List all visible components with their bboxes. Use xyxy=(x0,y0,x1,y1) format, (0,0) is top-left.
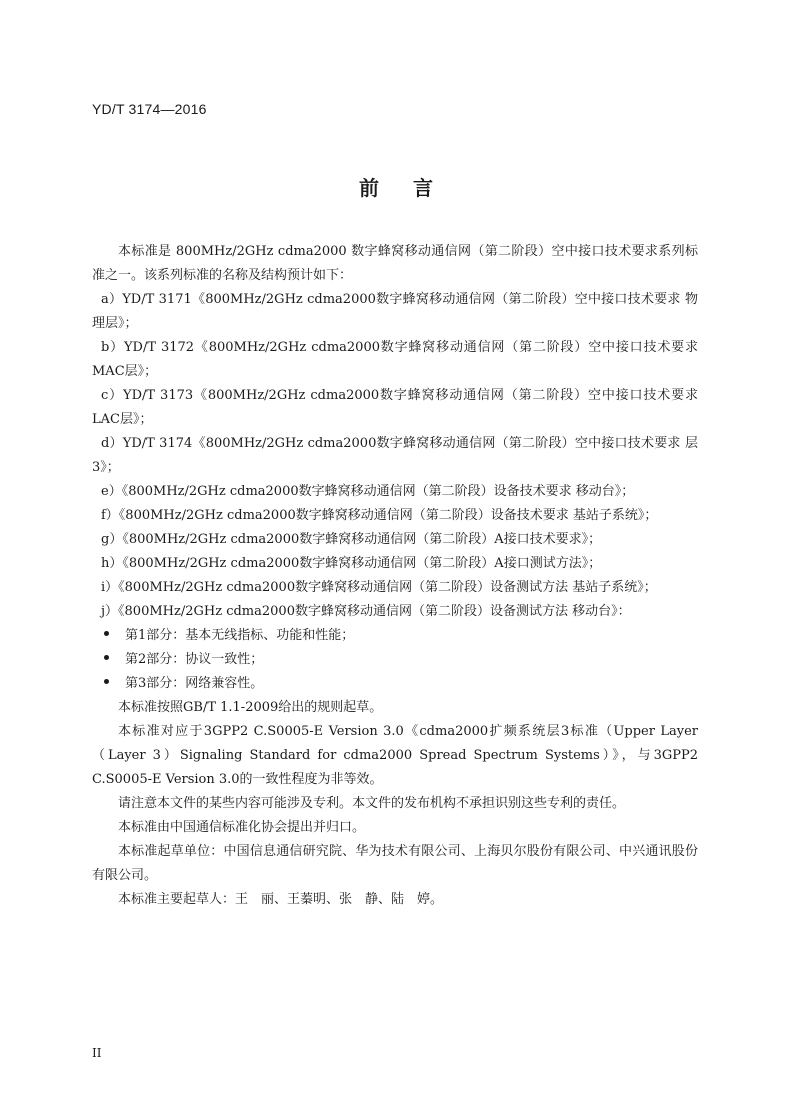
list-item-b: b）YD/T 3172《800MHz/2GHz cdma2000数字蜂窝移动通信网（第二阶段）空中接口技术要求 MAC层》； xyxy=(92,340,698,379)
list-item-d: d）YD/T 3174《800MHz/2GHz cdma2000数字蜂窝移动通信网（第二阶段）空中接口技术要求 层3》； xyxy=(92,436,698,475)
bullet-icon xyxy=(104,631,109,636)
bullet-text: 第3部分：网络兼容性。 xyxy=(125,676,264,691)
page-number: II xyxy=(92,1046,102,1060)
document-body xyxy=(92,240,698,912)
bullet-text: 第2部分：协议一致性； xyxy=(125,652,264,667)
bullet-icon xyxy=(104,655,109,660)
bullet-icon xyxy=(104,679,109,684)
bullet-item-3 xyxy=(92,672,698,696)
page-title xyxy=(0,172,792,201)
list-item-i: i）《800MHz/2GHz cdma2000数字蜂窝移动通信网（第二阶段）设备测试方法 基站子系统》； xyxy=(101,580,657,595)
bullet-item-1 xyxy=(92,624,698,648)
list-item-g: g）《800MHz/2GHz cdma2000数字蜂窝移动通信网（第二阶段）A接口技术要求》； xyxy=(101,532,602,547)
list-item-j: j）《800MHz/2GHz cdma2000数字蜂窝移动通信网（第二阶段）设备测试方法 移动台》： xyxy=(101,604,631,619)
title-char-1: 前 xyxy=(359,176,379,200)
bullet-text: 第1部分：基本无线指标、功能和性能； xyxy=(125,628,355,643)
intro-paragraph: 本标准是 800MHz/2GHz cdma2000 数字蜂窝移动通信网（第二阶段）空中接口技术要求系列标准之一。该系列标准的名称及结构预计如下： xyxy=(92,244,698,283)
list-item-c: c）YD/T 3173《800MHz/2GHz cdma2000数字蜂窝移动通信网（第二阶段）空中接口技术要求 LAC层》； xyxy=(92,388,698,427)
paragraph-proposer: 本标准由中国通信标准化协会提出并归口。 xyxy=(118,820,366,835)
paragraph-correspondence: 本标准对应于3GPP2 C.S0005-E Version 3.0《cdma2000扩频系统层3标准（Upper Layer（Layer 3）Signaling Standard for cdma2000 Spread Spectrum Systems）》，与3GPP2 C.S0005-E Version 3.0的一致性程度为非等效。 xyxy=(92,724,698,787)
paragraph-drafting-rules: 本标准按照GB/T 1.1-2009给出的规则起草。 xyxy=(118,700,383,715)
list-item-a: a）YD/T 3171《800MHz/2GHz cdma2000数字蜂窝移动通信网（第二阶段）空中接口技术要求 物理层》； xyxy=(92,292,698,331)
bullet-item-2 xyxy=(92,648,698,672)
document-code: YD/T 3174—2016 xyxy=(92,101,207,117)
list-item-e: e）《800MHz/2GHz cdma2000数字蜂窝移动通信网（第二阶段）设备技术要求 移动台》； xyxy=(101,484,635,499)
list-item-h: h）《800MHz/2GHz cdma2000数字蜂窝移动通信网（第二阶段）A接口测试方法》； xyxy=(101,556,602,571)
title-char-2: 言 xyxy=(413,176,433,200)
paragraph-patent-notice: 请注意本文件的某些内容可能涉及专利。本文件的发布机构不承担识别这些专利的责任。 xyxy=(118,796,626,811)
paragraph-drafters: 本标准主要起草人：王 丽、王蓁明、张 静、陆 婷。 xyxy=(118,892,444,907)
list-item-f: f）《800MHz/2GHz cdma2000数字蜂窝移动通信网（第二阶段）设备技术要求 基站子系统》； xyxy=(101,508,658,523)
paragraph-drafting-units: 本标准起草单位：中国信息通信研究院、华为技术有限公司、上海贝尔股份有限公司、中兴通讯股份有限公司。 xyxy=(92,844,698,883)
